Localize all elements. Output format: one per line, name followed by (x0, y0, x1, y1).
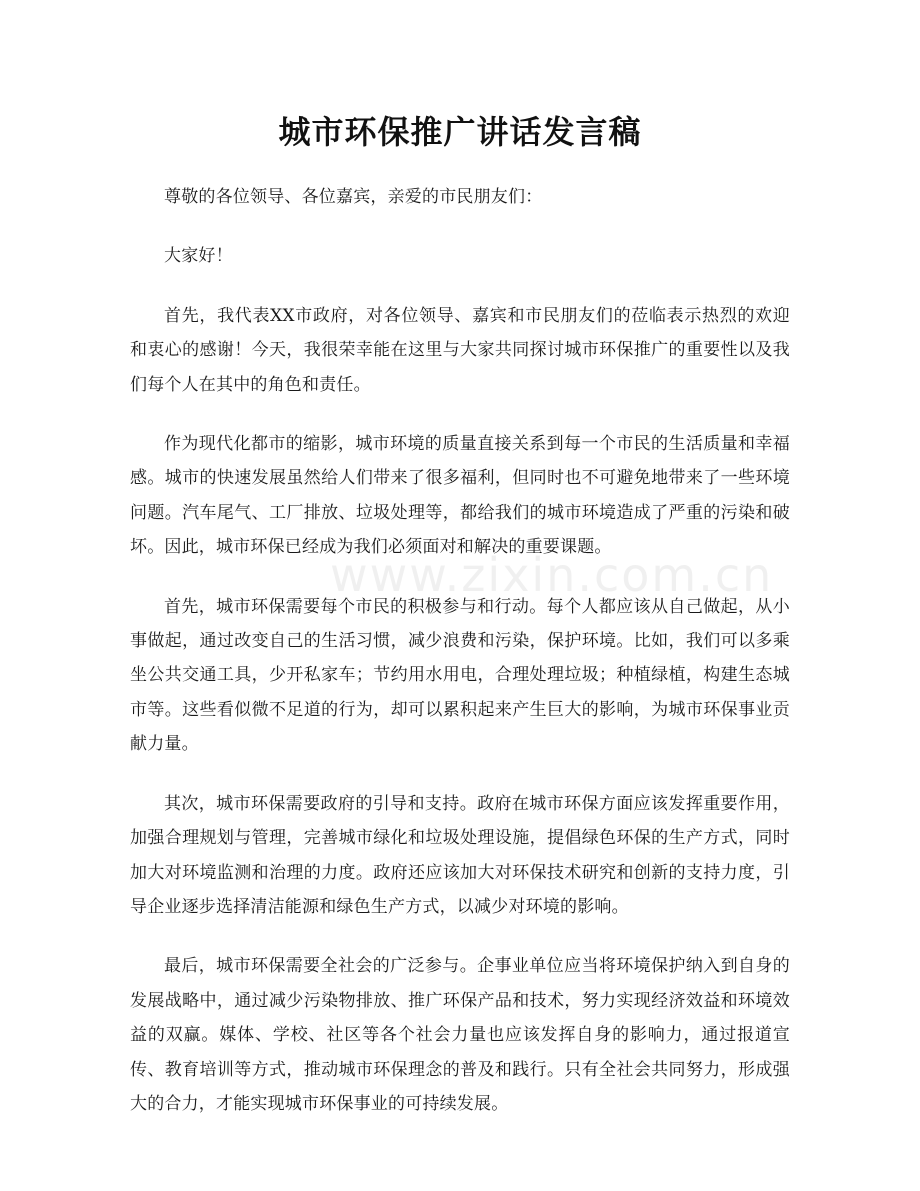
watermark-text: www.zixin.com.cn (330, 548, 774, 602)
paragraph-background: 作为现代化都市的缩影，城市环境的质量直接关系到每一个市民的生活质量和幸福感。城市的快速发展虽然给人们带来了很多福利，但同时也不可避免地带来了一些环境问题。汽车尾气、工厂排放、垃圾处理等，都给我们的城市环境造成了严重的污染和破坏。因此，城市环保已经成为我们必须面对和解决的重要课题。 (130, 434, 790, 558)
paragraph-welcome: 首先，我代表XX市政府，对各位领导、嘉宾和市民朋友们的莅临表示热烈的欢迎和衷心的感谢！今天，我很荣幸能在这里与大家共同探讨城市环保推广的重要性以及我们每个人在其中的角色和责任。 (130, 305, 790, 395)
greeting: 大家好！ (164, 246, 233, 267)
document-title: 城市环保推广讲话发言稿 (278, 113, 642, 151)
paragraph-government: 其次，城市环保需要政府的引导和支持。政府在城市环保方面应该发挥重要作用，加强合理规划与管理，完善城市绿化和垃圾处理设施，提倡绿色环保的生产方式，同时加大对环境监测和治理的力度。政府还应该加大对环保技术研究和创新的支持力度，引导企业逐步选择清洁能源和绿色生产方式，以减少对环境的影响。 (130, 793, 790, 917)
paragraph-society: 最后，城市环保需要全社会的广泛参与。企事业单位应当将环境保护纳入到自身的发展战略中，通过减少污染物排放、推广环保产品和技术，努力实现经济效益和环境效益的双赢。媒体、学校、社区等各个社会力量也应该发挥自身的影响力，通过报道宣传、教育培训等方式，推动城市环保理念的普及和践行。只有全社会共同努力，形成强大的合力，才能实现城市环保事业的可持续发展。 (130, 956, 790, 1114)
paragraph-citizens: 首先，城市环保需要每个市民的积极参与和行动。每个人都应该从自己做起，从小事做起，通过改变自己的生活习惯，减少浪费和污染，保护环境。比如，我们可以多乘坐公共交通工具，少开私家车；节约用水用电，合理处理垃圾；种植绿植，构建生态城市等。这些看似微不足道的行为，却可以累积起来产生巨大的影响，为城市环保事业贡献力量。 (130, 596, 790, 755)
salutation: 尊敬的各位领导、各位嘉宾，亲爱的市民朋友们： (164, 187, 543, 207)
document-body (130, 180, 790, 1146)
